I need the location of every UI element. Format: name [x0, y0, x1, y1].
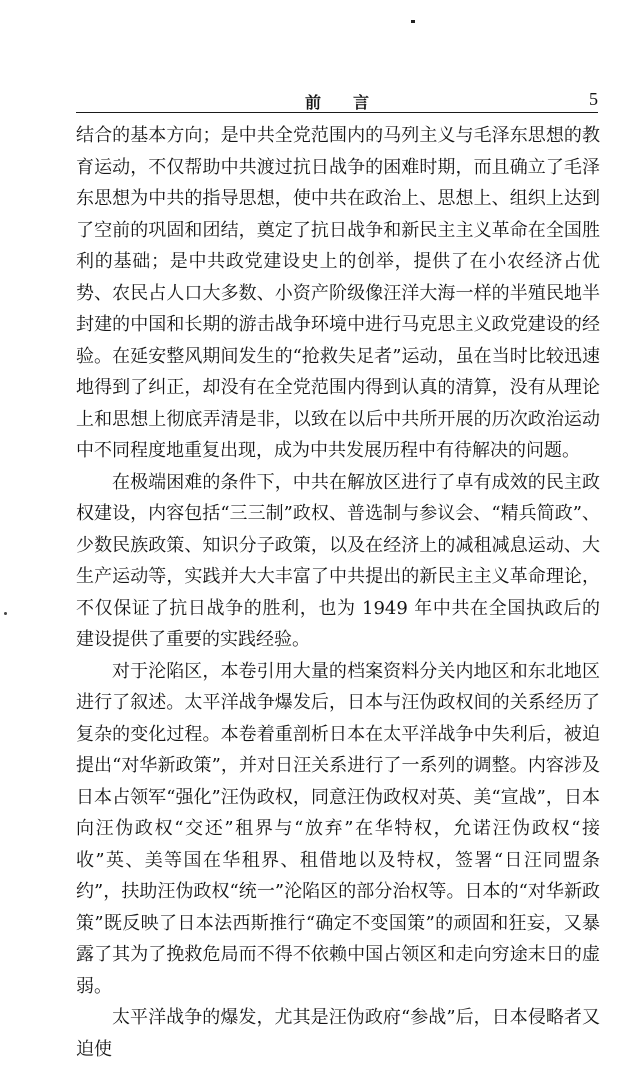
paragraph-2: 在极端困难的条件下，中共在解放区进行了卓有成效的民主政权建设，内容包括“三三制”政权、普选制与参议会、“精兵简政”、少数民族政策、知识分子政策，以及在经济上的减租减息运动、大生产运动等，实践并大大丰富了中共提出的新民主主义革命理论，不仅保证了抗日战争的胜利，也为 1949 年中共在全国执政后的建设提供了重要的实践经验。	[76, 471, 600, 650]
page-number: 5	[589, 89, 598, 109]
paragraph-1: 结合的基本方向；是中共全党范围内的马列主义与毛泽东思想的教育运动，不仅帮助中共渡过抗日战争的困难时期，而且确立了毛泽东思想为中共的指导思想，使中共在政治上、思想上、组织上达到了空前的巩固和团结，奠定了抗日战争和新民主主义革命在全国胜利的基础；是中共政党建设史上的创举，提供了在小农经济占优势、农民占人口大多数、小资产阶级像汪洋大海一样的半殖民地半封建的中国和长期的游击战争环境中进行马克思主义政党建设的经验。在延安整风期间发生的“抢救失足者”运动，虽在当时比较迅速地得到了纠正，却没有在全党范围内得到认真的清算，没有从理论上和思想上彻底弄清是非，以致在以后中共所开展的历次政治运动中不同程度地重复出现，成为中共发展历程中有待解决的问题。	[76, 125, 600, 461]
body-text	[76, 120, 600, 1065]
margin-speck	[4, 612, 7, 615]
paragraph-3: 对于沦陷区，本卷引用大量的档案资料分关内地区和东北地区进行了叙述。太平洋战争爆发后，日本与汪伪政权间的关系经历了复杂的变化过程。本卷着重剖析日本在太平洋战争中失利后，被迫提出“对华新政策”，并对日汪关系进行了一系列的调整。内容涉及日本占领军“强化”汪伪政权，同意汪伪政权对英、美“宣战”，日本向汪伪政权“交还”租界与“放弃”在华特权，允诺汪伪政权“接收”英、美等国在华租界、租借地以及特权，签署“日汪同盟条约”，扶助汪伪政权“统一”沦陷区的部分治权等。日本的“对华新政策”既反映了日本法西斯推行“确定不变国策”的顽固和狂妄，又暴露了其为了挽救危局而不得不依赖中国占领区和走向穷途末日的虚弱。	[76, 660, 600, 997]
print-mark	[411, 20, 415, 23]
running-title: 前 言	[304, 95, 383, 112]
page-header	[76, 88, 598, 113]
paragraph-4: 太平洋战争的爆发，尤其是汪伪政府“参战”后，日本侵略者又迫使	[76, 1007, 600, 1060]
